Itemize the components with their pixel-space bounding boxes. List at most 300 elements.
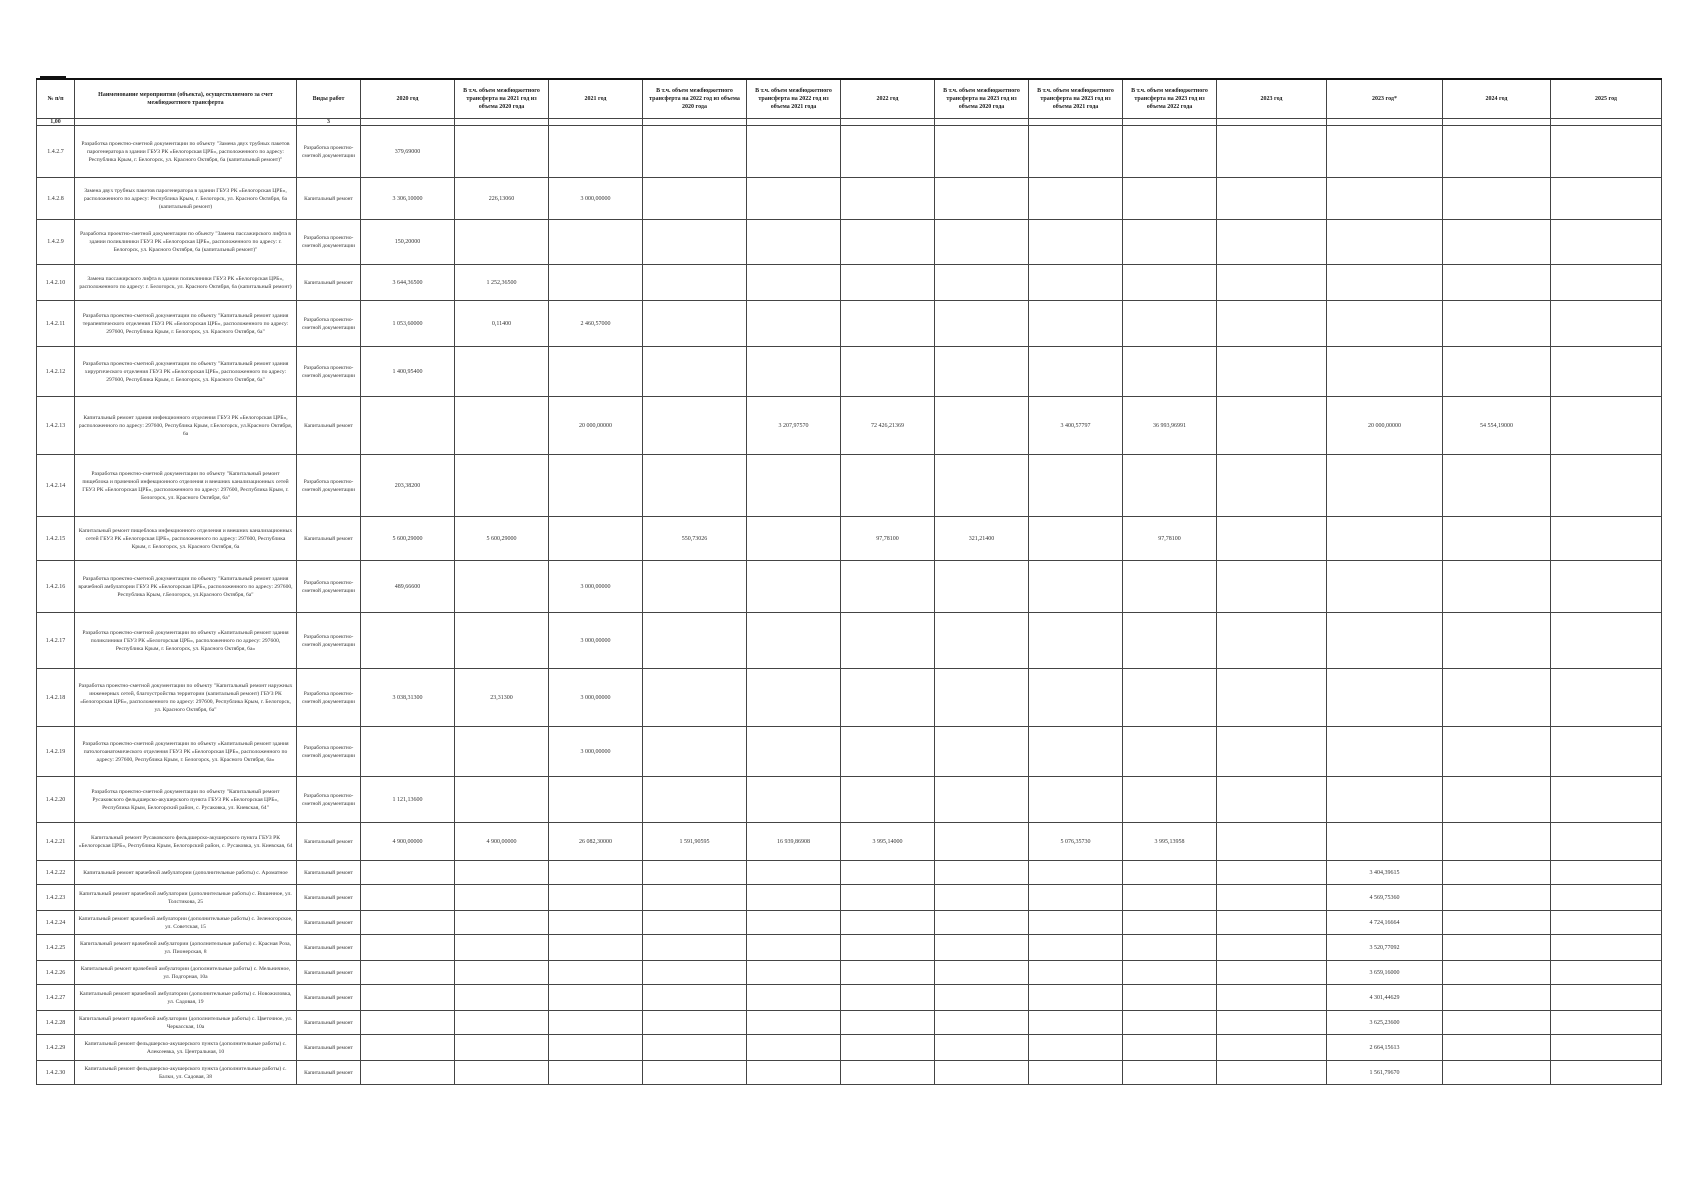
row-value-cell	[935, 126, 1029, 178]
row-value-cell	[1029, 911, 1123, 935]
row-name-cell: Разработка проектно-сметной документации по объекту "Капитальный ремонт Русаковского фельдшерско-акушерского пункта ГБУЗ РК «Белогорская ЦРБ», Республика Крым, Белогорский район, с. Русаковка, ул. Киевская, 64"	[75, 777, 297, 823]
row-value-cell	[1443, 985, 1551, 1011]
row-name-cell: Разработка проектно-сметной документации по объекту "Капитальный ремонт здания терапевтического отделения ГБУЗ РК «Белогорская ЦРБ», расположенного по адресу: 297600, Республика Крым, г. Белогорск, ул. Красного Октября, 6а"	[75, 301, 297, 347]
row-value-cell	[747, 727, 841, 777]
row-value-cell	[1217, 613, 1327, 669]
row-value-cell	[1217, 561, 1327, 613]
row-value-cell	[841, 961, 935, 985]
row-value-cell	[1029, 347, 1123, 397]
header-year-9: 2023 год	[1217, 79, 1327, 119]
row-value-cell	[747, 455, 841, 517]
row-value-cell	[841, 561, 935, 613]
row-value-cell	[549, 861, 643, 885]
table-row	[37, 178, 1662, 220]
row-value-cell	[643, 220, 747, 265]
row-value-cell	[549, 455, 643, 517]
row-name-cell: Капитальный ремонт здания инфекционного отделения ГБУЗ РК «Белогорская ЦРБ», расположенного по адресу: 297600, Республика Крым, г.Белогорск, ул.Красного Октября, 6а	[75, 397, 297, 455]
row-value-cell	[1327, 265, 1443, 301]
row-code-cell: 1.4.2.21	[37, 823, 75, 861]
row-value-cell	[1123, 669, 1217, 727]
row-value-cell	[1217, 727, 1327, 777]
row-value-cell: 203,38200	[361, 455, 455, 517]
row-value-cell	[1551, 347, 1662, 397]
row-value-cell: 1 121,13600	[361, 777, 455, 823]
table-row	[37, 861, 1662, 885]
header-work: Виды работ	[297, 79, 361, 119]
row-value-cell	[1443, 455, 1551, 517]
row-value-cell	[549, 985, 643, 1011]
index-cell	[1029, 119, 1123, 126]
row-value-cell	[455, 126, 549, 178]
row-value-cell: 4 900,00000	[361, 823, 455, 861]
row-value-cell	[935, 397, 1029, 455]
table-row	[37, 823, 1662, 861]
row-value-cell	[935, 669, 1029, 727]
row-value-cell	[935, 727, 1029, 777]
row-value-cell: 3 520,77092	[1327, 935, 1443, 961]
row-value-cell	[747, 301, 841, 347]
row-value-cell	[1123, 178, 1217, 220]
table-row	[37, 126, 1662, 178]
row-work-type-cell: Капитальный ремонт	[297, 985, 361, 1011]
row-value-cell: 1 053,60000	[361, 301, 455, 347]
row-value-cell	[1123, 301, 1217, 347]
row-value-cell: 3 000,00000	[549, 669, 643, 727]
row-name-cell: Капитальный ремонт врачебной амбулатории (дополнительные работы) с. Цветочное, ул. Черкасская, 10а	[75, 1011, 297, 1035]
row-value-cell: 26 082,30000	[549, 823, 643, 861]
row-name-cell: Разработка проектно-сметной документации по объекту "Замена двух трубных пакетов парогенератора в здании ГБУЗ РК «Белогорская ЦРБ», расположенного по адресу: Республика Крым, г. Белогорск, ул. Красного Октября, 6а (капитальный ремонт)"	[75, 126, 297, 178]
table-row	[37, 613, 1662, 669]
row-value-cell	[1443, 669, 1551, 727]
row-value-cell	[1327, 301, 1443, 347]
row-value-cell	[643, 613, 747, 669]
row-value-cell	[1443, 935, 1551, 961]
row-value-cell	[841, 861, 935, 885]
row-value-cell	[935, 613, 1029, 669]
row-value-cell	[1327, 727, 1443, 777]
row-value-cell	[1551, 1035, 1662, 1061]
row-value-cell	[1217, 861, 1327, 885]
table-row	[37, 347, 1662, 397]
row-value-cell: 5 600,29000	[455, 517, 549, 561]
row-value-cell: 23,31300	[455, 669, 549, 727]
row-value-cell	[747, 178, 841, 220]
row-value-cell	[747, 911, 841, 935]
row-work-type-cell: Капитальный ремонт	[297, 397, 361, 455]
row-value-cell	[1327, 220, 1443, 265]
row-value-cell	[1123, 220, 1217, 265]
row-value-cell	[1029, 517, 1123, 561]
row-value-cell	[841, 613, 935, 669]
header-num: № п/п	[37, 79, 75, 119]
row-value-cell	[455, 985, 549, 1011]
row-name-cell: Разработка проектно-сметной документации по объекту "Капитальный ремонт здания хирургического отделения ГБУЗ РК «Белогорская ЦРБ», расположенного по адресу: 297600, Республика Крым, г. Белогорск, ул. Красного Октября, 6а"	[75, 347, 297, 397]
row-value-cell	[1551, 126, 1662, 178]
row-value-cell	[455, 777, 549, 823]
row-value-cell	[1551, 561, 1662, 613]
row-value-cell	[841, 455, 935, 517]
row-code-cell: 1.4.2.17	[37, 613, 75, 669]
table-row	[37, 727, 1662, 777]
row-name-cell: Капитальный ремонт врачебной амбулатории (дополнительные работы) с. Ароматное	[75, 861, 297, 885]
table-row	[37, 517, 1662, 561]
row-value-cell	[1123, 561, 1217, 613]
budget-table-sheet	[36, 78, 1661, 1085]
header-year-2: 2021 год	[549, 79, 643, 119]
row-value-cell	[841, 1061, 935, 1085]
row-value-cell	[1029, 861, 1123, 885]
row-code-cell: 1.4.2.23	[37, 885, 75, 911]
row-value-cell	[747, 985, 841, 1011]
row-value-cell	[643, 126, 747, 178]
row-value-cell	[935, 823, 1029, 861]
row-value-cell	[549, 1061, 643, 1085]
row-value-cell	[1029, 885, 1123, 911]
column-index-row	[37, 119, 1662, 126]
row-value-cell: 3 207,97570	[747, 397, 841, 455]
index-cell	[1327, 119, 1443, 126]
row-value-cell	[935, 777, 1029, 823]
row-value-cell	[1029, 265, 1123, 301]
row-value-cell	[1551, 1011, 1662, 1035]
row-name-cell: Разработка проектно-сметной документации по объекту "Капитальный ремонт наружных инженерных сетей, благоустройства территории (капитальный ремонт) ГБУЗ РК «Белогорская ЦРБ», расположенного по адресу: 297600, Республика Крым, г. Белогорск, ул. Красного Октября, 6а"	[75, 669, 297, 727]
row-value-cell	[935, 455, 1029, 517]
index-cell	[1123, 119, 1217, 126]
row-value-cell: 0,11400	[455, 301, 549, 347]
row-value-cell	[1551, 669, 1662, 727]
row-value-cell	[1217, 220, 1327, 265]
row-value-cell	[1443, 347, 1551, 397]
row-work-type-cell: Разработка проектно-сметной документации	[297, 126, 361, 178]
row-value-cell	[747, 265, 841, 301]
row-value-cell	[1217, 265, 1327, 301]
row-value-cell	[935, 301, 1029, 347]
row-value-cell	[935, 1011, 1029, 1035]
row-value-cell	[1123, 1011, 1217, 1035]
row-value-cell	[1217, 178, 1327, 220]
row-name-cell: Разработка проектно-сметной документации по объекту «Капитальный ремонт здания патологоанатомического отделения ГБУЗ РК «Белогорская ЦРБ», расположенного по адресу: 297600, Республика Крым, г. Белогорск, ул. Красного Октября, 6а»	[75, 727, 297, 777]
row-value-cell	[455, 885, 549, 911]
row-value-cell	[841, 727, 935, 777]
header-name: Наименование мероприятия (объекта), осуществляемого за счет межбюджетного трансферта	[75, 79, 297, 119]
row-value-cell	[1551, 301, 1662, 347]
row-name-cell: Капитальный ремонт врачебной амбулатории (дополнительные работы) с. Вишенное, ул. Толстикова, 25	[75, 885, 297, 911]
row-work-type-cell: Разработка проектно-сметной документации	[297, 220, 361, 265]
row-value-cell: 4 301,44629	[1327, 985, 1443, 1011]
row-value-cell	[1029, 613, 1123, 669]
header-year-12: 2025 год	[1551, 79, 1662, 119]
row-value-cell	[1443, 178, 1551, 220]
row-code-cell: 1.4.2.30	[37, 1061, 75, 1085]
row-value-cell	[1551, 777, 1662, 823]
row-value-cell	[1029, 220, 1123, 265]
index-cell	[1217, 119, 1327, 126]
row-value-cell	[747, 669, 841, 727]
row-work-type-cell: Капитальный ремонт	[297, 1035, 361, 1061]
row-value-cell	[643, 669, 747, 727]
row-value-cell	[1551, 613, 1662, 669]
row-value-cell	[1123, 777, 1217, 823]
table-row	[37, 561, 1662, 613]
row-name-cell: Разработка проектно-сметной документации по объекту «Капитальный ремонт здания поликлиники ГБУЗ РК «Белогорская ЦРБ», расположенного по адресу: 297600, Республика Крым, г. Белогорск, ул. Красного Октября, 6а»	[75, 613, 297, 669]
row-value-cell	[1443, 777, 1551, 823]
row-value-cell	[549, 1035, 643, 1061]
row-value-cell	[1029, 669, 1123, 727]
row-value-cell: 16 939,86908	[747, 823, 841, 861]
row-value-cell: 3 400,57797	[1029, 397, 1123, 455]
row-value-cell	[1443, 727, 1551, 777]
row-work-type-cell: Разработка проектно-сметной документации	[297, 347, 361, 397]
row-value-cell: 72 426,21369	[841, 397, 935, 455]
row-value-cell	[361, 613, 455, 669]
row-value-cell: 54 554,19000	[1443, 397, 1551, 455]
row-value-cell	[643, 1035, 747, 1061]
table-row	[37, 935, 1662, 961]
row-value-cell	[361, 1011, 455, 1035]
row-value-cell	[1551, 961, 1662, 985]
table-row	[37, 397, 1662, 455]
row-value-cell: 4 569,75360	[1327, 885, 1443, 911]
row-value-cell	[455, 1061, 549, 1085]
index-cell	[1443, 119, 1551, 126]
row-work-type-cell: Капитальный ремонт	[297, 265, 361, 301]
row-value-cell	[361, 861, 455, 885]
row-work-type-cell: Капитальный ремонт	[297, 935, 361, 961]
row-value-cell: 3 995,14000	[841, 823, 935, 861]
table-row	[37, 885, 1662, 911]
row-value-cell	[549, 935, 643, 961]
row-value-cell	[1123, 455, 1217, 517]
row-value-cell	[747, 347, 841, 397]
row-value-cell: 321,21400	[935, 517, 1029, 561]
row-name-cell: Замена двух трубных пакетов парогенератора в здании ГБУЗ РК «Белогорская ЦРБ», расположенного по адресу: Республика Крым, г. Белогорск, ул. Красного Октября, 6а (капитальный ремонт)	[75, 178, 297, 220]
row-value-cell: 4 724,16664	[1327, 911, 1443, 935]
row-name-cell: Капитальный ремонт врачебной амбулатории (дополнительные работы) с. Зеленогорское, ул. Советская, 15	[75, 911, 297, 935]
row-value-cell	[1217, 1061, 1327, 1085]
row-code-cell: 1.4.2.8	[37, 178, 75, 220]
row-value-cell	[361, 727, 455, 777]
row-value-cell	[747, 613, 841, 669]
row-value-cell	[643, 561, 747, 613]
row-value-cell	[1123, 265, 1217, 301]
row-value-cell	[643, 727, 747, 777]
row-value-cell	[1443, 823, 1551, 861]
row-value-cell	[455, 347, 549, 397]
row-value-cell: 3 404,39615	[1327, 861, 1443, 885]
row-value-cell: 3 995,13958	[1123, 823, 1217, 861]
row-value-cell: 3 038,31300	[361, 669, 455, 727]
index-cell: 3	[297, 119, 361, 126]
row-value-cell	[1327, 455, 1443, 517]
row-value-cell	[935, 985, 1029, 1011]
row-work-type-cell: Капитальный ремонт	[297, 178, 361, 220]
row-work-type-cell: Разработка проектно-сметной документации	[297, 613, 361, 669]
row-value-cell	[1217, 669, 1327, 727]
row-value-cell	[935, 178, 1029, 220]
row-value-cell	[747, 1035, 841, 1061]
row-value-cell	[1123, 961, 1217, 985]
row-value-cell	[1443, 265, 1551, 301]
row-value-cell	[1443, 911, 1551, 935]
row-value-cell	[643, 1061, 747, 1085]
row-value-cell: 20 000,00000	[1327, 397, 1443, 455]
row-value-cell	[841, 985, 935, 1011]
row-value-cell	[1217, 455, 1327, 517]
row-value-cell	[549, 220, 643, 265]
row-value-cell	[1551, 935, 1662, 961]
row-value-cell: 226,13060	[455, 178, 549, 220]
row-value-cell	[1327, 178, 1443, 220]
row-value-cell	[1443, 126, 1551, 178]
row-value-cell: 36 993,96991	[1123, 397, 1217, 455]
row-value-cell	[747, 777, 841, 823]
row-value-cell: 550,73026	[643, 517, 747, 561]
row-value-cell: 2 664,15613	[1327, 1035, 1443, 1061]
header-year-1: В т.ч. объем межбюджетного трансферта на 2021 год из объема 2020 года	[455, 79, 549, 119]
row-value-cell	[935, 561, 1029, 613]
row-value-cell	[1029, 777, 1123, 823]
row-value-cell: 1 252,36500	[455, 265, 549, 301]
row-name-cell: Капитальный ремонт фельдшерско-акушерского пункта (дополнительные работы) с. Балки, ул. Садовая, 38	[75, 1061, 297, 1085]
row-value-cell	[643, 985, 747, 1011]
row-value-cell	[1551, 861, 1662, 885]
row-value-cell	[1029, 935, 1123, 961]
row-name-cell: Капитальный ремонт Русаковского фельдшерско-акушерского пункта ГБУЗ РК «Белогорская ЦРБ», Республика Крым, Белогорский район, с. Русаковка, ул. Киевская, 64	[75, 823, 297, 861]
row-value-cell	[1217, 823, 1327, 861]
row-value-cell	[935, 1035, 1029, 1061]
row-value-cell: 1 400,95400	[361, 347, 455, 397]
row-value-cell	[1443, 301, 1551, 347]
row-value-cell	[455, 727, 549, 777]
table-body	[37, 126, 1662, 1085]
row-value-cell	[1123, 861, 1217, 885]
row-value-cell	[1551, 911, 1662, 935]
header-year-7: В т.ч. объем межбюджетного трансферта на 2023 год из объема 2021 года	[1029, 79, 1123, 119]
row-value-cell	[643, 777, 747, 823]
row-value-cell	[841, 669, 935, 727]
row-value-cell	[361, 1035, 455, 1061]
row-value-cell	[549, 961, 643, 985]
row-value-cell: 3 000,00000	[549, 613, 643, 669]
row-value-cell	[1327, 823, 1443, 861]
index-cell	[361, 119, 455, 126]
row-value-cell	[1443, 1011, 1551, 1035]
row-value-cell	[747, 935, 841, 961]
row-value-cell: 3 644,36500	[361, 265, 455, 301]
header-year-4: В т.ч. объем межбюджетного трансферта на 2022 год из объема 2021 года	[747, 79, 841, 119]
row-code-cell: 1.4.2.25	[37, 935, 75, 961]
row-value-cell	[935, 1061, 1029, 1085]
header-year-6: В т.ч. объем межбюджетного трансферта на 2023 год из объема 2020 года	[935, 79, 1029, 119]
row-name-cell: Замена пассажирского лифта в здании поликлиники ГБУЗ РК «Белогорская ЦРБ», расположенного по адресу: г. Белогорск, ул. Красного Октября, 6а (капитальный ремонт)	[75, 265, 297, 301]
row-value-cell	[841, 885, 935, 911]
row-value-cell	[1217, 1011, 1327, 1035]
row-value-cell	[841, 911, 935, 935]
row-value-cell	[1029, 126, 1123, 178]
row-value-cell: 3 000,00000	[549, 178, 643, 220]
index-cell: 1,00	[37, 119, 75, 126]
row-value-cell	[1327, 777, 1443, 823]
row-value-cell: 3 000,00000	[549, 727, 643, 777]
row-value-cell	[1443, 517, 1551, 561]
row-value-cell	[549, 885, 643, 911]
row-value-cell	[747, 517, 841, 561]
row-value-cell	[935, 885, 1029, 911]
row-name-cell: Капитальный ремонт фельдшерско-акушерского пункта (дополнительные работы) с. Алексеевка, ул. Центральная, 10	[75, 1035, 297, 1061]
row-value-cell	[1029, 455, 1123, 517]
row-value-cell	[455, 613, 549, 669]
row-value-cell	[1123, 613, 1217, 669]
row-value-cell	[747, 885, 841, 911]
row-work-type-cell: Капитальный ремонт	[297, 1011, 361, 1035]
row-value-cell	[747, 961, 841, 985]
row-value-cell	[455, 561, 549, 613]
index-cell	[935, 119, 1029, 126]
row-value-cell	[361, 985, 455, 1011]
row-code-cell: 1.4.2.18	[37, 669, 75, 727]
row-value-cell	[549, 1011, 643, 1035]
row-value-cell	[361, 911, 455, 935]
row-value-cell	[935, 861, 1029, 885]
row-name-cell: Капитальный ремонт врачебной амбулатории (дополнительные работы) с. Красная Роза, ул. Пионерская, 8	[75, 935, 297, 961]
row-work-type-cell: Капитальный ремонт	[297, 861, 361, 885]
table-row	[37, 1011, 1662, 1035]
row-value-cell	[747, 561, 841, 613]
row-value-cell: 97,78100	[1123, 517, 1217, 561]
row-value-cell	[361, 1061, 455, 1085]
row-value-cell	[1029, 1011, 1123, 1035]
row-value-cell	[1217, 935, 1327, 961]
row-value-cell	[1217, 517, 1327, 561]
table-row	[37, 301, 1662, 347]
row-value-cell	[1029, 961, 1123, 985]
row-value-cell	[1123, 885, 1217, 911]
row-code-cell: 1.4.2.26	[37, 961, 75, 985]
row-value-cell: 2 460,57000	[549, 301, 643, 347]
row-code-cell: 1.4.2.29	[37, 1035, 75, 1061]
row-code-cell: 1.4.2.14	[37, 455, 75, 517]
row-value-cell	[1443, 1061, 1551, 1085]
row-work-type-cell: Капитальный ремонт	[297, 823, 361, 861]
row-value-cell	[1327, 669, 1443, 727]
row-value-cell	[935, 935, 1029, 961]
row-name-cell: Капитальный ремонт пищеблока инфекционного отделения и внешних канализационных сетей ГБУЗ РК «Белогорская ЦРБ», расположенного по адресу: 297600, Республика Крым, г. Белогорск, ул. Красного Октября, 6а	[75, 517, 297, 561]
header-year-0: 2020 год	[361, 79, 455, 119]
row-value-cell	[1443, 1035, 1551, 1061]
row-value-cell	[1551, 517, 1662, 561]
row-value-cell: 20 000,00000	[549, 397, 643, 455]
row-value-cell	[549, 911, 643, 935]
row-work-type-cell: Капитальный ремонт	[297, 1061, 361, 1085]
row-value-cell	[1217, 301, 1327, 347]
header-year-5: 2022 год	[841, 79, 935, 119]
row-value-cell	[1327, 517, 1443, 561]
row-value-cell	[549, 126, 643, 178]
row-value-cell	[1443, 961, 1551, 985]
row-value-cell	[1217, 397, 1327, 455]
row-value-cell	[1123, 985, 1217, 1011]
row-value-cell	[747, 126, 841, 178]
row-value-cell: 5 076,35730	[1029, 823, 1123, 861]
table-row	[37, 455, 1662, 517]
row-value-cell	[1327, 561, 1443, 613]
index-cell	[643, 119, 747, 126]
row-value-cell	[1551, 178, 1662, 220]
row-value-cell	[1029, 178, 1123, 220]
row-value-cell	[1551, 1061, 1662, 1085]
header-year-11: 2024 год	[1443, 79, 1551, 119]
row-value-cell	[935, 265, 1029, 301]
